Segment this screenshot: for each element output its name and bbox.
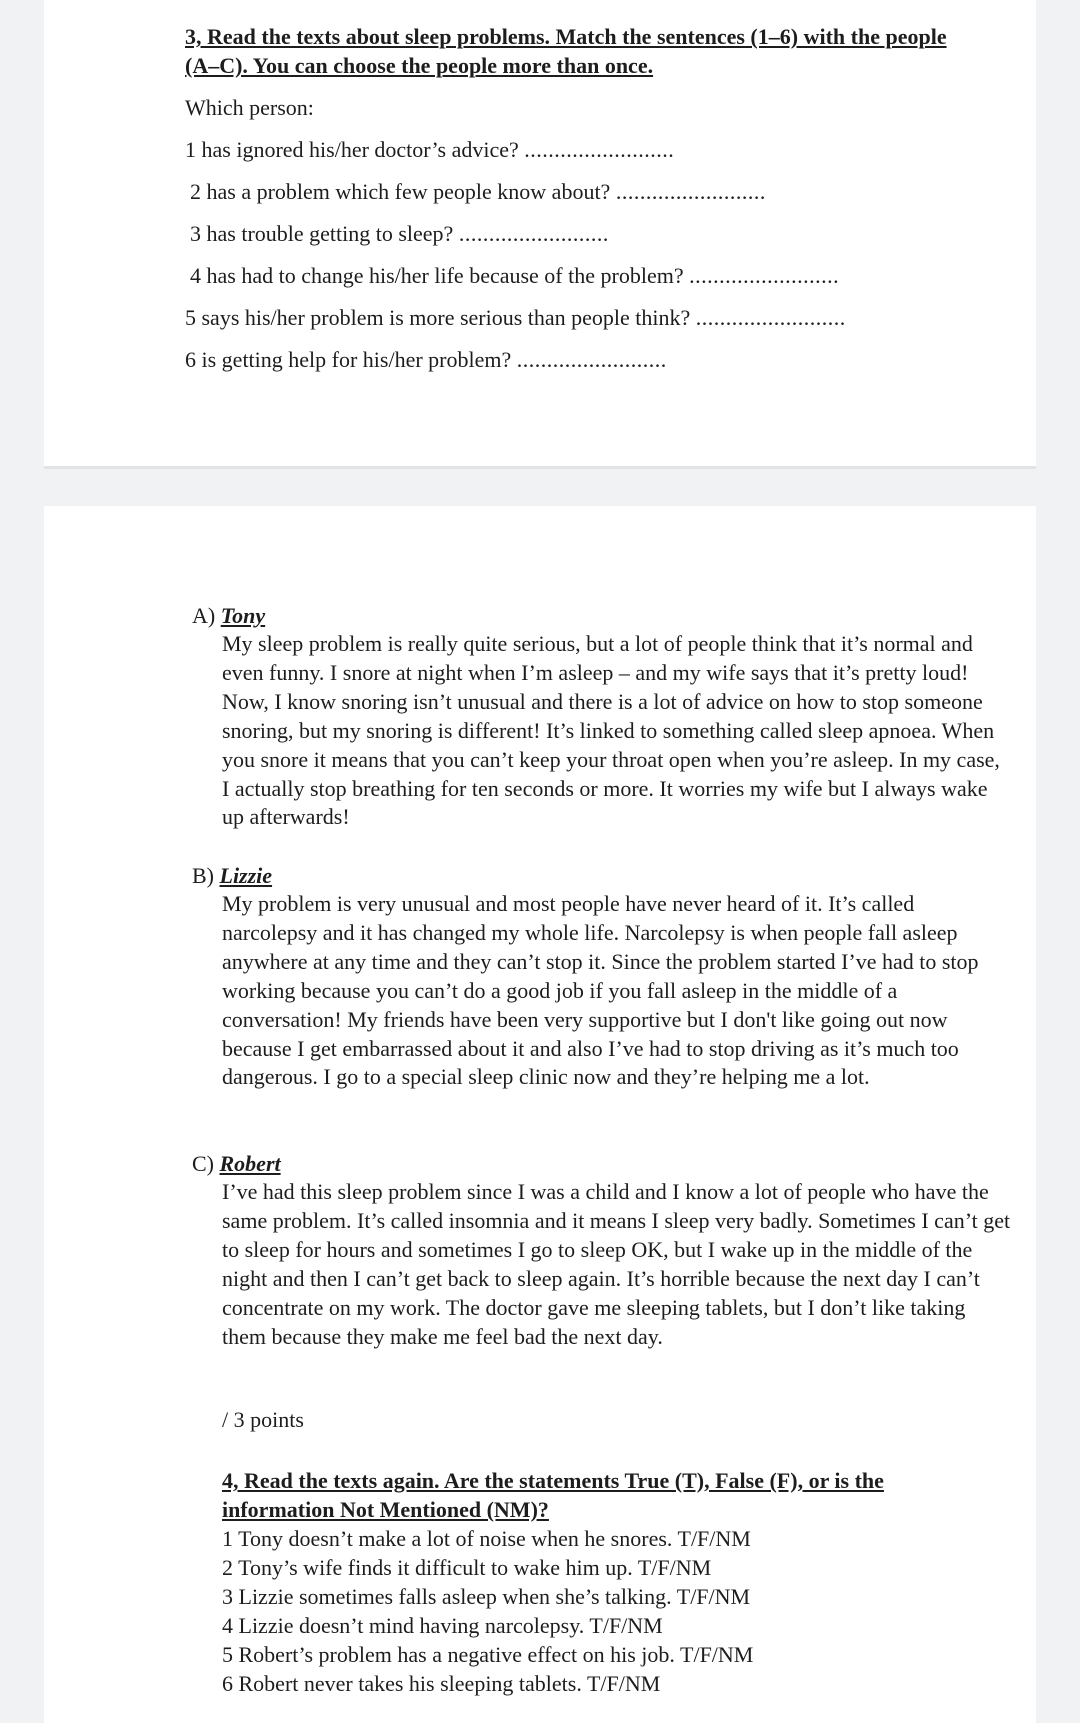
match-item-text: 5 says his/her problem is more serious than people think? (185, 305, 691, 330)
answer-blank[interactable]: ......................... (615, 179, 766, 204)
which-person-prompt: Which person: (185, 95, 314, 120)
statement-6: 6 Robert never takes his sleeping tablets. T/F/NM (222, 1671, 661, 1696)
match-item-6 (185, 346, 667, 374)
worksheet-page-1 (44, 0, 1036, 469)
text-c-heading (192, 1150, 281, 1178)
points-label: / 3 points (222, 1407, 304, 1432)
answer-blank[interactable]: ......................... (695, 305, 846, 330)
text-c-body: I’ve had this sleep problem since I was a child and I know a lot of people who have the same problem. It’s called insomnia and it means I sleep very badly. Sometimes I can’t get to sleep for hours and sometimes I go to sleep OK, but I wake up in the middle of the night and then I can’t get back to sleep again. It’s horrible because the next day I can’t concentrate on my work. The doctor gave me sleeping tablets, but I don’t like taking them because they make me feel bad the next day. (222, 1179, 1011, 1349)
match-item-1 (185, 136, 674, 164)
match-item-text: 4 has had to change his/her life because of the problem? (190, 263, 684, 288)
match-item-text: 6 is getting help for his/her problem? (185, 347, 512, 372)
text-letter: B) (192, 863, 214, 888)
exercise-4-title: 4, Read the texts again. Are the statements True (T), False (F), or is the information Not Mentioned (NM)? (222, 1468, 884, 1522)
statement-2: 2 Tony’s wife finds it difficult to wake him up. T/F/NM (222, 1555, 712, 1580)
text-b-heading (192, 862, 272, 890)
person-name-lizzie: Lizzie (219, 863, 273, 888)
text-letter: C) (192, 1151, 214, 1176)
match-item-text: 3 has trouble getting to sleep? (190, 221, 454, 246)
statement-3: 3 Lizzie sometimes falls asleep when she’s talking. T/F/NM (222, 1584, 751, 1609)
match-item-text: 1 has ignored his/her doctor’s advice? (185, 137, 519, 162)
match-item-text: 2 has a problem which few people know about? (190, 179, 611, 204)
exercise-4-statements (222, 1524, 753, 1698)
match-item-3 (190, 220, 609, 248)
text-b-body: My problem is very unusual and most people have never heard of it. It’s called narcolepsy and it has changed my whole life. Narcolepsy is when people fall asleep anywhere at any time and they can’t stop it. Since the problem started I’ve had to stop working because you can’t do a good job if you fall asleep in the middle of a conversation! My friends have been very supportive but I don't like going out now because I get embarrassed about it and also I’ve had to stop driving as it’s much too dangerous. I go to a special sleep clinic now and they’re helping me a lot. (222, 891, 979, 1090)
text-letter: A) (192, 603, 216, 628)
answer-blank[interactable]: ......................... (524, 137, 675, 162)
statement-1: 1 Tony doesn’t make a lot of noise when he snores. T/F/NM (222, 1526, 751, 1551)
answer-blank[interactable]: ......................... (689, 263, 840, 288)
person-name-tony: Tony (220, 603, 266, 628)
statement-4: 4 Lizzie doesn’t mind having narcolepsy. T/F/NM (222, 1613, 663, 1638)
answer-blank[interactable]: ......................... (458, 221, 609, 246)
match-item-2 (190, 178, 766, 206)
answer-blank[interactable]: ......................... (516, 347, 667, 372)
person-name-robert: Robert (219, 1151, 281, 1176)
exercise-3-title: 3, Read the texts about sleep problems. Match the sentences (1–6) with the people (A–C). You can choose the people more than once. (185, 24, 947, 78)
text-a-heading (192, 602, 265, 630)
match-item-5 (185, 304, 846, 332)
worksheet-page-2 (44, 506, 1036, 1723)
match-item-4 (190, 262, 839, 290)
text-a-body: My sleep problem is really quite serious, but a lot of people think that it’s normal and even funny. I snore at night when I’m asleep – and my wife says that it’s pretty loud! Now, I know snoring isn’t unusual and there is a lot of advice on how to stop someone snoring, but my snoring is different! It’s linked to something called sleep apnoea. When you snore it means that you can’t keep your throat open when you’re asleep. In my case, I actually stop breathing for ten seconds or more. It worries my wife but I always wake up afterwards! (222, 631, 1000, 830)
statement-5: 5 Robert’s problem has a negative effect on his job. T/F/NM (222, 1642, 754, 1667)
